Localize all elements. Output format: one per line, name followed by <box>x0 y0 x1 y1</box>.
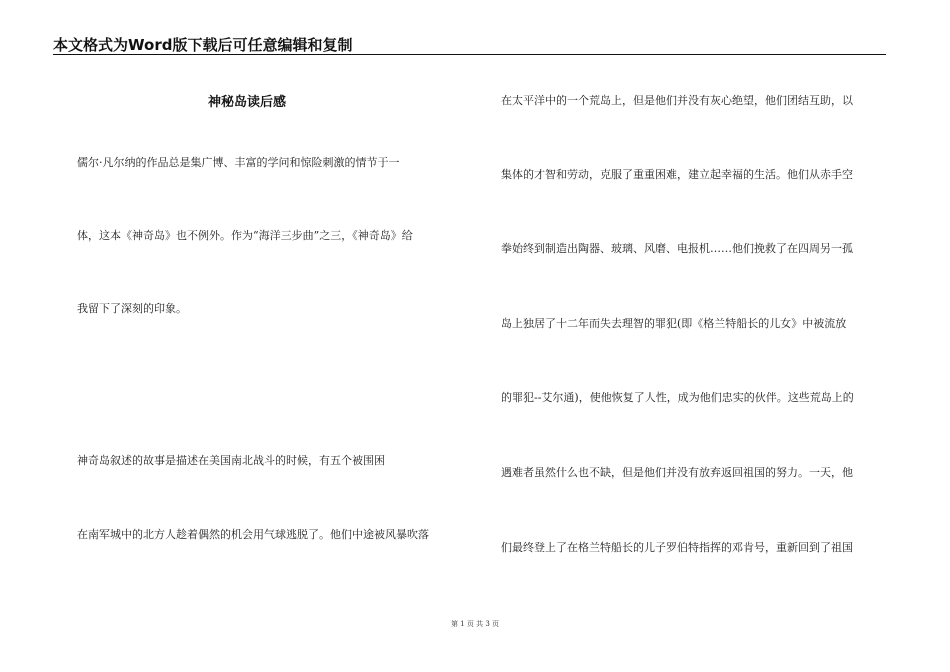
right-paragraph-line: 们最终登上了在格兰特船长的儿子罗伯特指挥的邓肯号，重新回到了祖国 <box>501 541 853 554</box>
header-divider <box>53 54 886 55</box>
page-header: 本文格式为Word版下载后可任意编辑和复制 <box>53 36 353 54</box>
left-paragraph-line: 我留下了深刻的印象。 <box>77 302 187 315</box>
left-paragraph-line: 神奇岛叙述的故事是描述在美国南北战斗的时候，有五个被围困 <box>77 454 385 467</box>
right-paragraph-line: 遇难者虽然什么也不缺，但是他们并没有放弃返回祖国的努力。一天，他 <box>501 466 853 479</box>
document-title: 神秘岛读后感 <box>208 95 287 110</box>
page-number-footer: 第 1 页 共 3 页 <box>450 620 500 628</box>
left-paragraph-line: 在南军城中的北方人趁着偶然的机会用气球逃脱了。他们中途被风暴吹落 <box>77 528 429 541</box>
right-paragraph-line: 岛上独居了十二年而失去理智的罪犯(即《格兰特船长的儿女》中被流放 <box>501 317 847 330</box>
right-paragraph-line: 拳始终到制造出陶器、玻璃、风磨、电报机……他们挽救了在四周另一孤 <box>501 242 853 255</box>
left-paragraph-line: 体，这本《神奇岛》也不例外。作为“海洋三步曲”之三，《神奇岛》给 <box>77 229 413 242</box>
left-paragraph-line: 儒尔·凡尔纳的作品总是集广博、丰富的学问和惊险刺激的情节于一 <box>77 156 400 169</box>
right-paragraph-line: 在太平洋中的一个荒岛上，但是他们并没有灰心绝望，他们团结互助，以 <box>501 94 853 107</box>
right-paragraph-line: 的罪犯--艾尔通)，使他恢复了人性，成为他们忠实的伙伴。这些荒岛上的 <box>501 391 854 404</box>
right-paragraph-line: 集体的才智和劳动，克服了重重困难，建立起幸福的生活。他们从赤手空 <box>501 168 853 181</box>
